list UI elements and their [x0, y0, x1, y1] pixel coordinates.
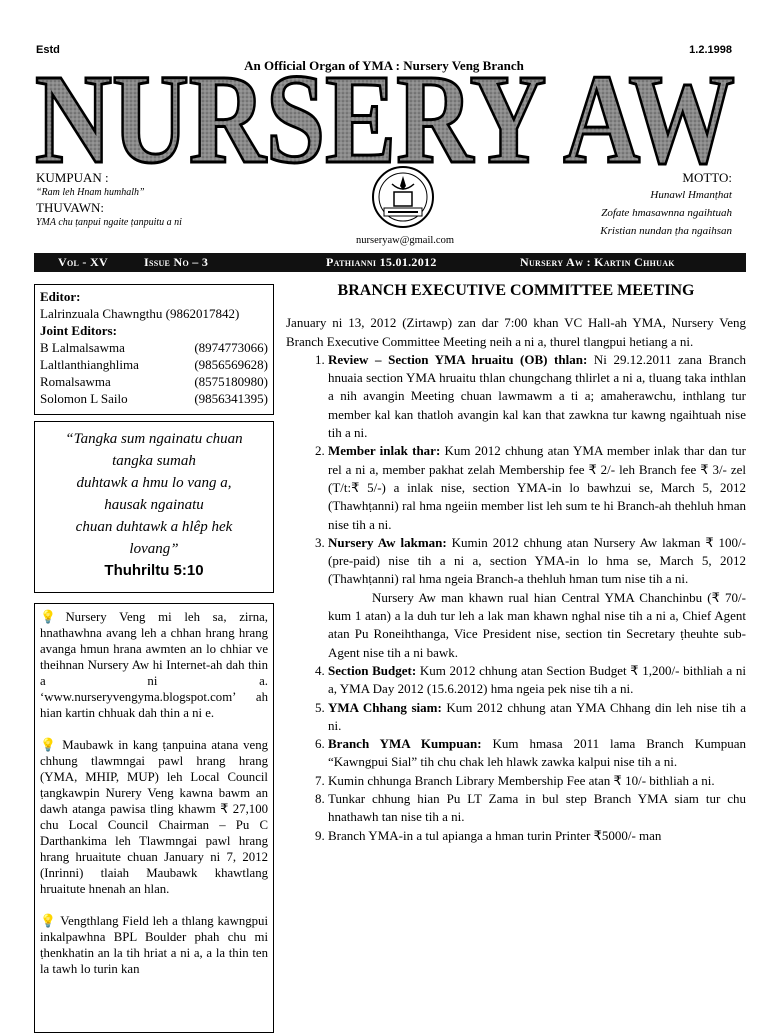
list-item: 4. Section Budget: Kum 2012 chhung atan Section Budget ₹ 1,200/- bithliah a ni a, YMA Day 2012 (15.6.2012) hma ngeia pek nise tih a ni.: [328, 662, 746, 699]
estd-label: Estd: [36, 44, 60, 56]
kumpuan-label: KUMPUAN :: [36, 170, 109, 185]
list-item: 2. Member inlak thar: Kum 2012 chhung atan YMA member inlak thar dan tur rel a ni a, member pakhat zelah Membership fee ₹ 2/- leh Branch fee ₹ 3/- zel (T/t:₹ 5/-) a inlak nise, section YMA-in lo bawhzui se, March 5, 2012 (Thawhṭanni) ral hma ngeiin member list leh sum te hi Branch-ah thehluh hman nise tih a ni.: [328, 442, 746, 533]
issue-date: Pathianni 15.01.2012: [326, 255, 437, 269]
list-item-extra: Nursery Aw man khawn rual hian Central YMA Chanchinbu (₹ 70/- kum 1 atan) a la duh tur leh a lak man khawn nghal nise tih a ni a, Chief Agent atan Pu Roneihthanga, Vice President nise, section tin Secretary ṭheuhte sub-Agent nise tih a ni bawk.: [328, 589, 746, 660]
bullet-bulb-icon: 💡: [40, 610, 66, 624]
main-article: [286, 282, 746, 845]
joint-editor-row: Romalsawma (8575180980): [40, 374, 268, 389]
bullet-bulb-icon: 💡: [40, 738, 63, 752]
issue-info-bar: [34, 253, 746, 272]
motto-line: Kristian nundan ṭha ngaihsan: [600, 225, 732, 237]
kumpuan-block: [36, 170, 182, 230]
news-item: 💡 Maubawk in kang ṭanpuina atana veng chhung tlawmngai pawl hrang hrang (YMA, MHIP, MUP) leh Local Council ṭangkawpin Nurery Veng kawna bawm an dawh atanga pawisa tling khawm ₹ 27,100 chu Local Council Chairman – Pu C Darthankima leh Tlawmngai pawl hrang hrang hruaitute chuan January ni 7, 2012 (Inrinni) tlaiah Maubawk khawtlang hruaitute hnenah an hlan.: [40, 738, 269, 896]
contact-email: nurseryaw@gmail.com: [355, 235, 455, 246]
kumpuan-value: “Ram leh Hnam humhalh”: [36, 187, 145, 198]
thuvawn-label: THUVAWN:: [36, 200, 105, 215]
quote-line: lovang”: [129, 541, 179, 557]
volume-number: Vol - XV: [58, 255, 108, 269]
thuvawn-value: YMA chu ṭanpui ngaite ṭanpuitu a ni: [36, 217, 182, 228]
joint-editors-label: Joint Editors:: [40, 323, 117, 338]
quote-line: tangka sumah: [112, 453, 196, 469]
news-box: [34, 603, 274, 1033]
joint-editor-row: Laltlanthianghlima (9856569628): [40, 357, 268, 372]
established-date: 1.2.1998: [689, 44, 732, 56]
masthead-text: NURSERY AW: [35, 52, 735, 172]
motto-block: [600, 170, 732, 240]
bullet-bulb-icon: 💡: [40, 914, 61, 928]
editor-name: Lalrinzuala Chawngthu (9862017842): [40, 306, 240, 321]
yma-emblem-icon: [370, 164, 436, 230]
editor-label: Editor:: [40, 289, 81, 304]
list-item: 5. YMA Chhang siam: Kum 2012 chhung atan YMA Chhang din leh nise tih a ni.: [328, 699, 746, 736]
quote-line: duhtawk a hmu lo vang a,: [76, 475, 232, 491]
list-item: 7. Kumin chhunga Branch Library Membership Fee atan ₹ 10/- bithliah a ni.: [328, 772, 746, 790]
joint-editor-row: B Lalmalsawma (8974773066): [40, 340, 268, 355]
resolution-list: [286, 351, 746, 845]
quote-line: hausak ngainatu: [104, 497, 204, 513]
quote-line: “Tangka sum ngainatu chuan: [65, 431, 243, 447]
issue-number: Issue No – 3: [144, 255, 209, 269]
organ-subtitle: An Official Organ of YMA : Nursery Veng Branch: [244, 58, 524, 73]
scripture-quote: [34, 421, 274, 593]
list-item: 9. Branch YMA-in a tul apianga a hman turin Printer ₹5000/- man: [328, 827, 746, 845]
quote-line: chuan duhtawk a hlêp hek: [75, 519, 233, 535]
motto-line: Hunawl Hmanṭhat: [650, 189, 732, 201]
article-title: BRANCH EXECUTIVE COMMITTEE MEETING: [337, 282, 695, 299]
list-item: 3. Nursery Aw lakman: Kumin 2012 chhung atan Nursery Aw lakman ₹ 100/- (pre-paid) nise tih a ni a, section YMA-in lo hma se, March 5, 2012 (Thawhṭanni) ral hma ngeia Branch-a thehluh hman tum nise tih a ni. Nursery Aw man khawn rual hian Central YMA Chanchinbu (₹ 70/- kum 1 atan) a la duh tur leh a lak man khawn nghal nise tih a ni a, Chief Agent atan Pu Roneihthanga, Vice President nise, section tin Secretary ṭheuhte sub-Agent nise tih a ni bawk.: [328, 534, 746, 662]
list-item: 1. Review – Section YMA hruaitu (OB) thlan: Ni 29.12.2011 zana Branch hnuaia section YMA hruaitu thlan chungchang thlirlet a ni a, tluang taka inthlan a nih avangin Meeting chuan lawmawm a ti a; amaherawchu, inthlang tur member kal kan thatloh avangin kal kan that zawkna tur kawng ngaihtuah nise tih a ni.: [328, 351, 746, 442]
motto-label: MOTTO:: [682, 170, 732, 185]
news-item: 💡 Vengthlang Field leh a thlang kawngpui inkalpawhna BPL Boulder phah chu mi ṭhenkhatin an la tih hriat a ni a, a la thin ten la tawh lo turin kan: [40, 914, 269, 976]
list-item: 6. Branch YMA Kumpuan: Kum hmasa 2011 lama Branch Kumpuan “Kawngpui Sial” tih chu chak leh hlawk zawka kalpui nise tih a ni.: [328, 735, 746, 772]
site-tagline: Nursery Aw : Kartin Chhuak: [520, 255, 675, 269]
list-item: 8. Tunkar chhung hian Pu LT Zama in bul step Branch YMA siam tur chu hnathawh tan nise tih a ni.: [328, 790, 746, 827]
quote-reference: Thuhriltu 5:10: [104, 562, 204, 579]
left-column: [34, 284, 274, 1033]
joint-editor-row: Solomon L Sailo (9856341395): [40, 391, 268, 406]
motto-line: Zofate hmasawnna ngaihtuah: [601, 207, 732, 219]
news-item: 💡Nursery Veng mi leh sa, zirna, hnathawhna avang leh a chhan hrang hrang avanga hmun hrana awmten an lo chhiar ve theihnan Nursery Aw hi Internet-ah dah thin a ni a. ‘www.nurseryvengyma.blogspot.com’ ah hian kartin chhuak dah thin a ni e.: [40, 610, 268, 720]
editors-box: [34, 284, 274, 415]
article-intro: January ni 13, 2012 (Zirtawp) zan dar 7:00 khan VC Hall-ah YMA, Nursery Veng Branch Executive Committee Meeting neih a ni a, thurel tlangpui hetiang a ni.: [286, 315, 746, 349]
